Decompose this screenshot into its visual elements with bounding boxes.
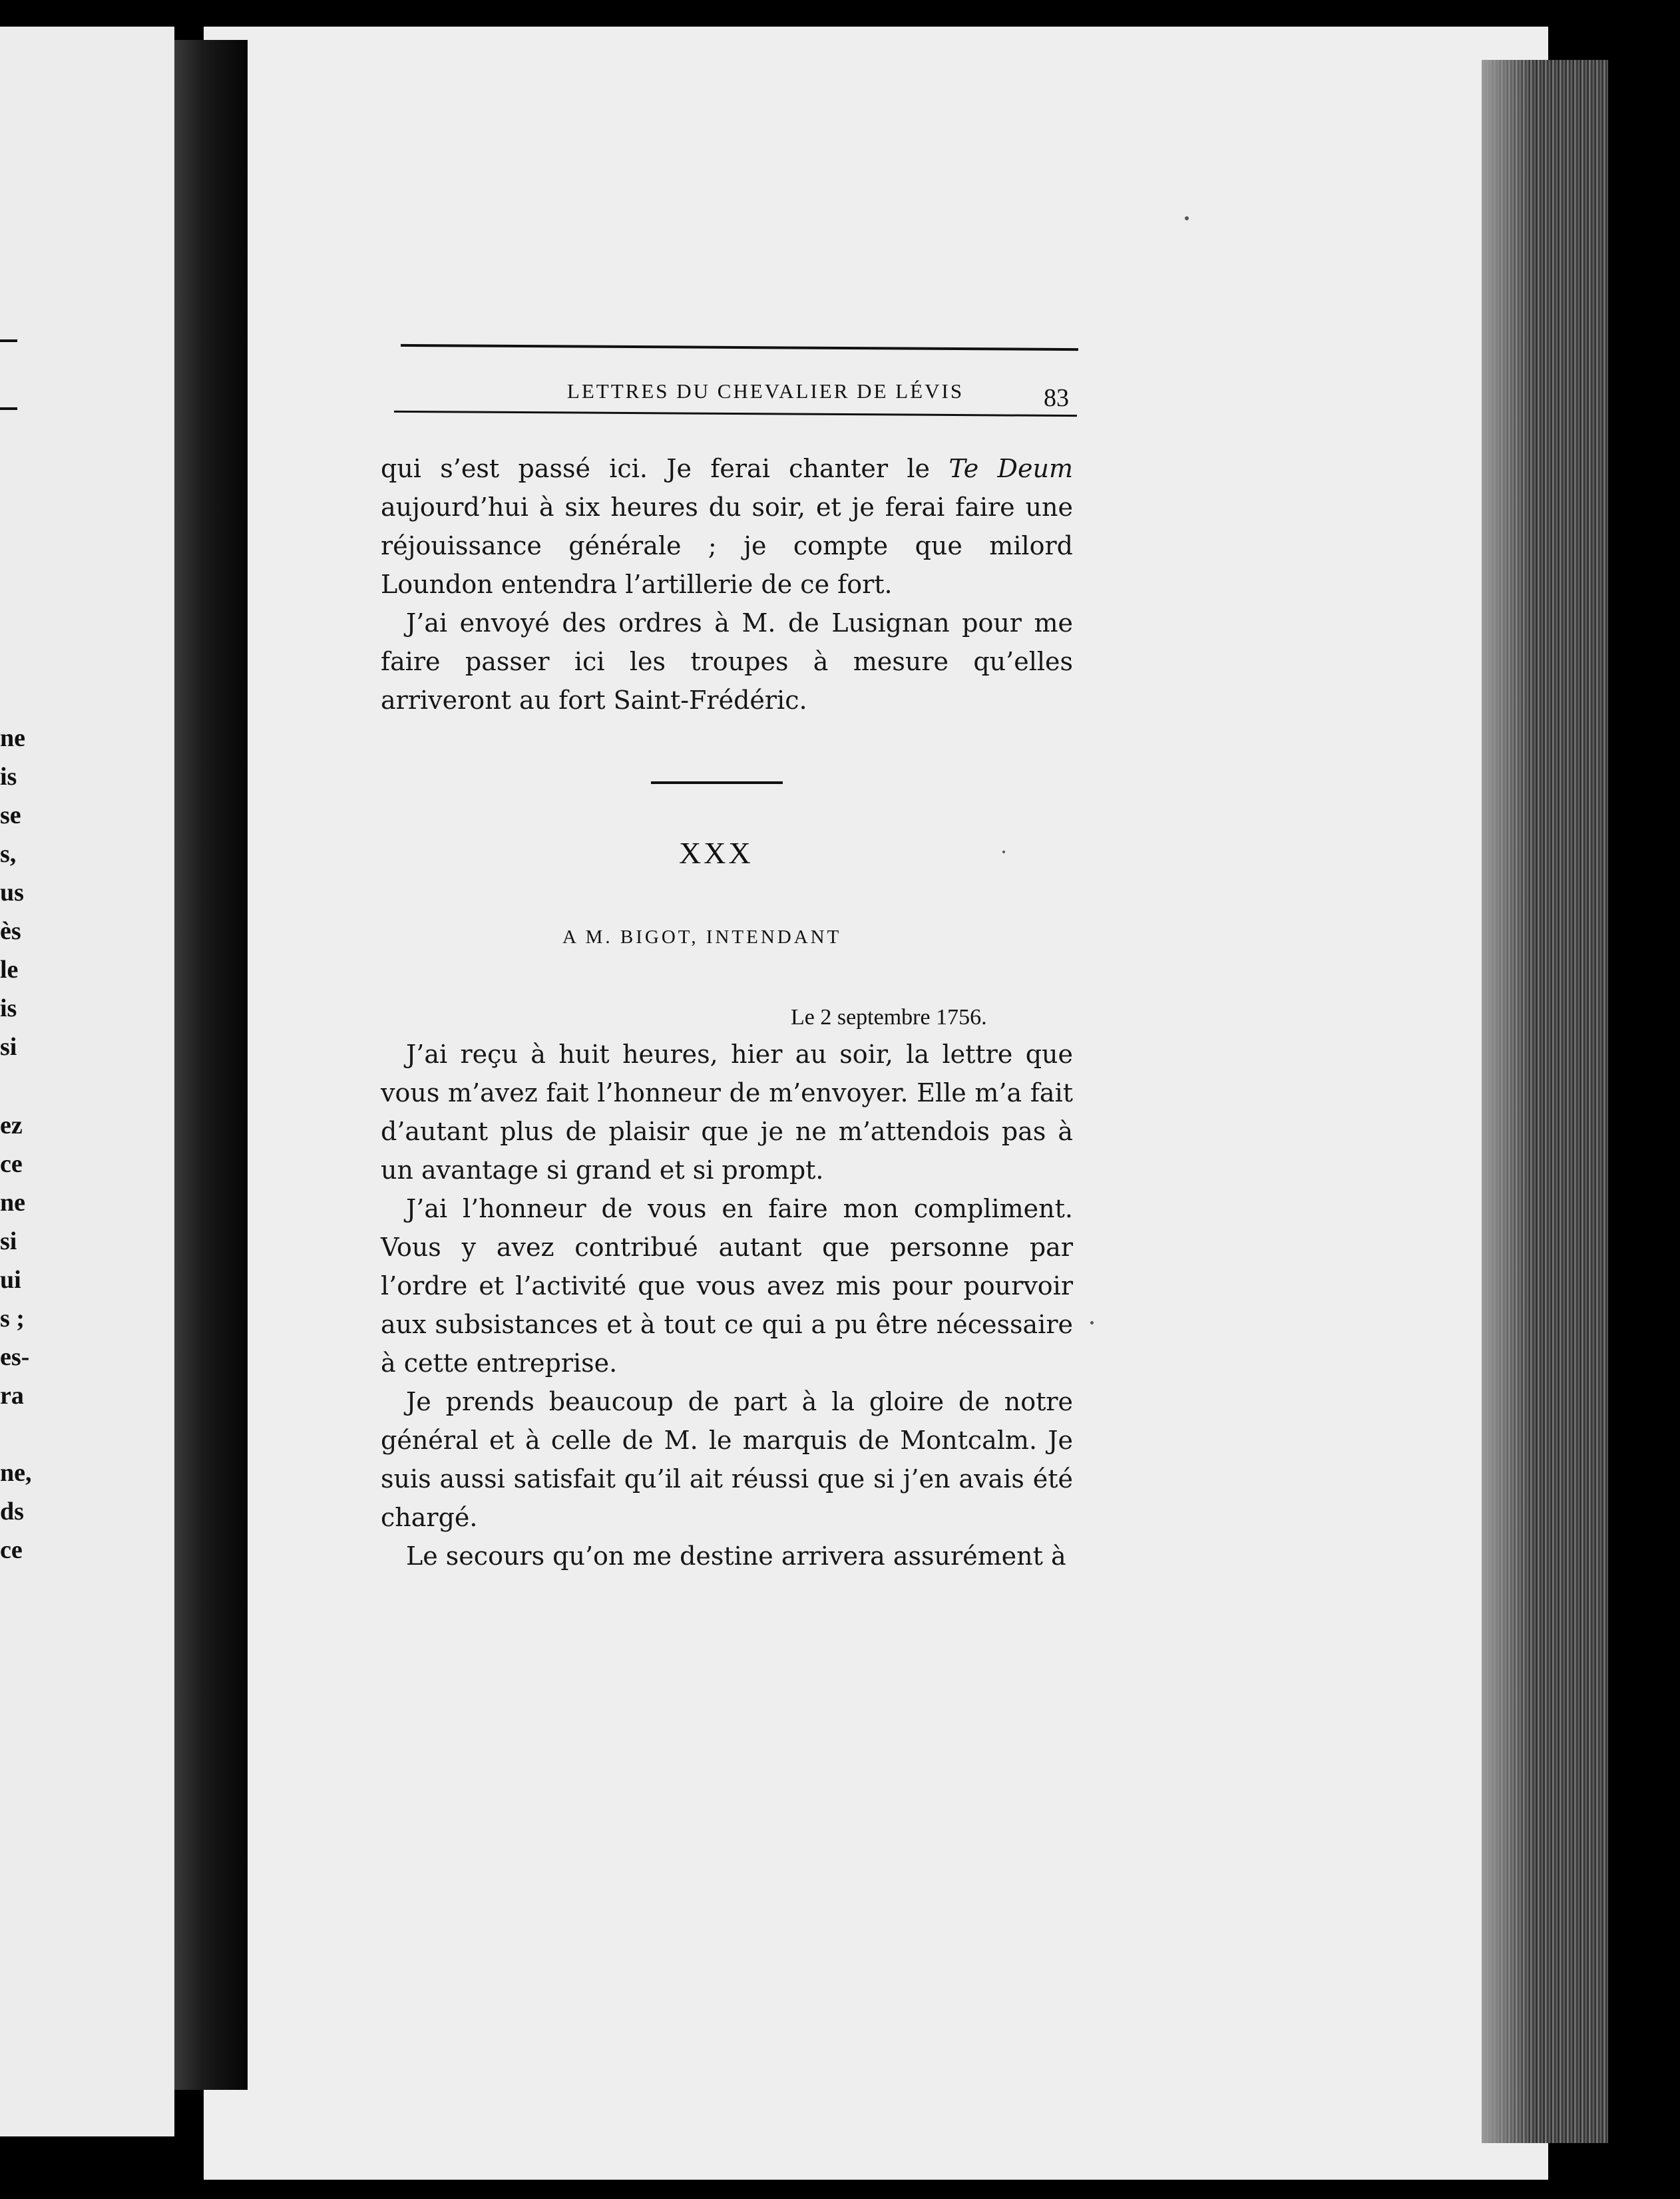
page-edges-highlight <box>1482 60 1535 2143</box>
left-page-fragment: ce <box>0 1536 23 1564</box>
scan-speck <box>1090 1321 1094 1324</box>
letter-body <box>381 1035 1073 1575</box>
continued-letter-text <box>381 449 1073 719</box>
left-facing-page <box>0 27 174 2136</box>
paragraph: Je prends beaucoup de part à la gloire de notre général et à celle de M. le marquis de Montcalm. Je suis aussi satisfait qu’il ait réussi que si j’en avais été chargé. <box>381 1387 1073 1532</box>
letter-addressee: A M. BIGOT, INTENDANT <box>562 926 842 948</box>
left-page-dash <box>0 339 17 342</box>
paragraph: Le secours qu’on me destine arrivera assurément à <box>406 1541 1066 1571</box>
left-page-fragment: ui <box>0 1266 21 1294</box>
letter-number: XXX <box>679 836 753 870</box>
left-page-fragment: ne, <box>0 1459 32 1487</box>
left-page-text-fragments <box>0 27 174 2136</box>
paragraph: J’ai reçu à huit heures, hier au soir, la lettre que vous m’avez fait l’honneur de m’envoyer. Elle m’a fait d’autant plus de plaisir que je ne m’attendois pas à un avantage si grand et si prompt. <box>381 1040 1073 1185</box>
page-number: 83 <box>1044 384 1069 412</box>
left-page-fragment: se <box>0 801 21 829</box>
left-page-fragment: ne <box>0 724 25 752</box>
left-page-fragment: is <box>0 763 17 791</box>
left-page-fragment: s, <box>0 840 17 868</box>
left-page-fragment: ès <box>0 917 21 945</box>
left-page-fragment: ds <box>0 1498 24 1525</box>
paragraph <box>381 449 1073 604</box>
left-page-fragment: ra <box>0 1382 24 1410</box>
paragraph-text: qui s’est passé ici. Je ferai chanter le <box>381 454 949 483</box>
scan-speck <box>1002 851 1005 853</box>
paragraph-text: aujourd’hui à six heures du soir, et je ferai faire une réjouissance générale ; je compte que milord Loundon entendra l’artillerie de ce fort. <box>381 493 1073 599</box>
running-title: LETTRES DU CHEVALIER DE LÉVIS <box>566 379 964 403</box>
letter-date: Le 2 septembre 1756. <box>791 1005 987 1030</box>
left-page-fragment: s ; <box>0 1304 25 1332</box>
left-page-fragment: ez <box>0 1111 23 1139</box>
section-divider <box>651 781 783 784</box>
paragraph <box>381 604 1073 719</box>
book-gutter-shadow <box>174 40 248 2090</box>
left-page-fragment: le <box>0 956 19 984</box>
left-page-fragment: si <box>0 1227 17 1255</box>
italic-phrase: Te Deum <box>948 454 1073 483</box>
left-page-fragment: es- <box>0 1343 30 1371</box>
left-page-fragment: is <box>0 994 17 1022</box>
left-page-fragment: ne <box>0 1189 25 1217</box>
paragraph-text: J’ai envoyé des ordres à M. de Lusignan pour me faire passer ici les troupes à mesure qu’elles arriveront au fort Saint-Frédéric. <box>381 608 1073 715</box>
left-page-fragment: ce <box>0 1150 23 1178</box>
left-page-fragment: si <box>0 1033 17 1061</box>
scan-speck <box>1185 216 1189 220</box>
left-page-fragment: us <box>0 879 24 906</box>
paragraph: J’ai l’honneur de vous en faire mon compliment. Vous y avez contribué autant que personne par l’ordre et l’activité que vous avez mis pour pourvoir aux subsistances et à tout ce qui a pu être nécessaire à cette entreprise. <box>381 1194 1073 1378</box>
left-page-dash <box>0 407 17 410</box>
